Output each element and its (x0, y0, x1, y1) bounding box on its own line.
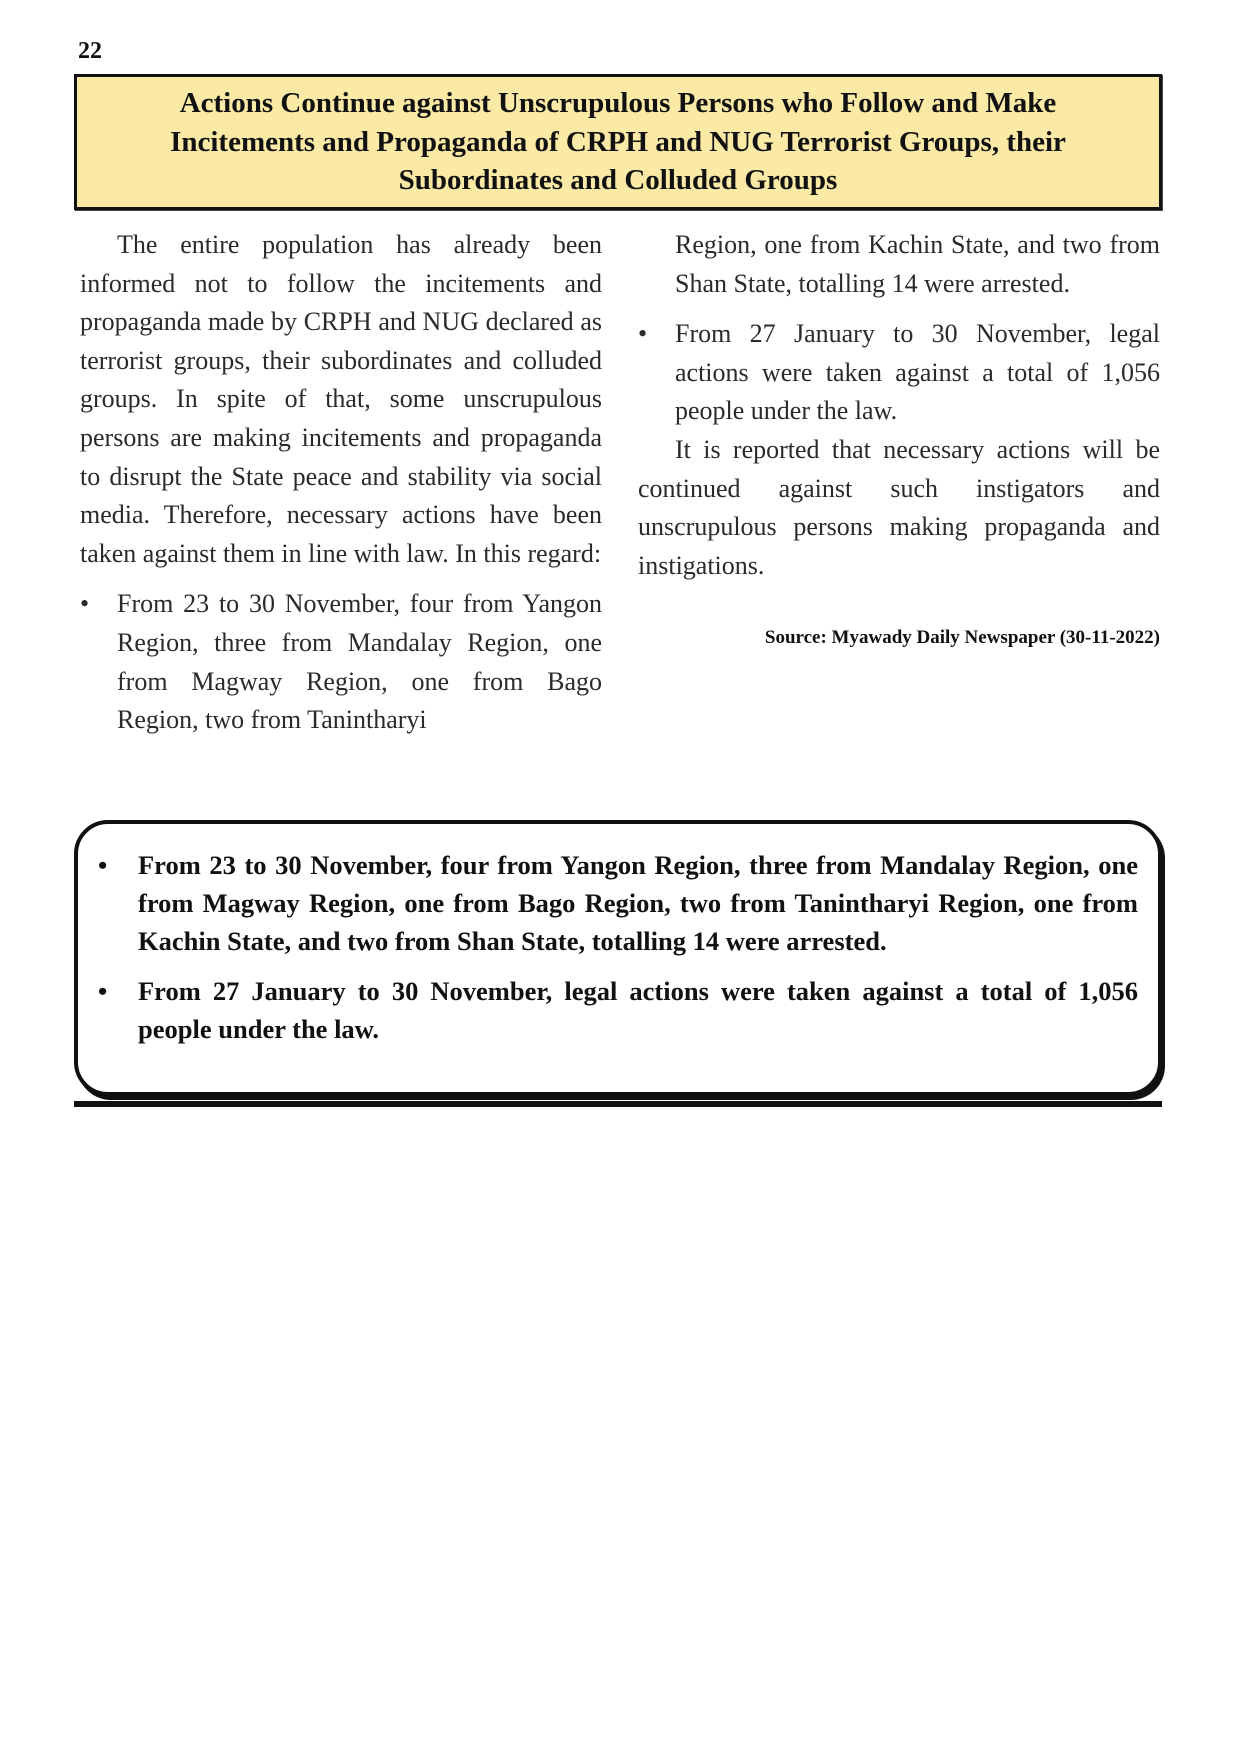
intro-paragraph: The entire population has already been informed not to follow the incitements and propaganda made by CRPH and NUG declared as terrorist groups, their subordinates and colluded groups. In spite of that, some unscrupulous persons are making incitements and propaganda to disrupt the State peace and stability via social media. Therefore, necessary actions have been taken against them in line with law. In this regard: (80, 230, 602, 568)
closing-paragraph: It is reported that necessary actions will be continued against such instigators and unscrupulous persons making propaganda and instigations. (638, 434, 1160, 580)
bullet-text-arrests-continued: Region, one from Kachin State, and two from Shan State, totalling 14 were arrested. (675, 230, 1160, 298)
article-title: Actions Continue against Unscrupulous Persons who Follow and Make Incitements and Propaganda of CRPH and NUG Terrorist Groups, their Subordinates and Colluded Groups (170, 87, 1066, 197)
bullet-icon: • (98, 976, 108, 1006)
bottom-divider (74, 1101, 1162, 1107)
summary-box (74, 820, 1162, 1096)
page-number: 22 (78, 38, 102, 64)
bullet-text-arrests: From 23 to 30 November, four from Yangon Region, three from Mandalay Region, one from Magway Region, one from Bago Region, two from Tanintharyi (117, 589, 602, 735)
bullet-item-arrests (80, 585, 602, 739)
bullet-text-legal-actions: From 27 January to 30 November, legal actions were taken against a total of 1,056 people under the law. (675, 319, 1160, 426)
summary-item-legal-actions (98, 972, 1138, 1048)
bullet-icon: • (80, 589, 90, 619)
article-title-box (74, 74, 1162, 210)
right-column (638, 226, 1160, 651)
left-column (80, 226, 602, 740)
summary-item-arrests (98, 846, 1138, 960)
bullet-item-legal-actions (638, 315, 1160, 431)
bullet-icon: • (638, 319, 648, 349)
summary-text-arrests: From 23 to 30 November, four from Yangon Region, three from Mandalay Region, one from Magway Region, one from Bago Region, two from Tanintharyi Region, one from Kachin State, and two from Shan State, totalling 14 were arrested. (138, 850, 1138, 956)
source-citation: Source: Myawady Daily Newspaper (30-11-2022) (764, 627, 1160, 649)
bullet-icon: • (98, 850, 108, 880)
summary-text-legal-actions: From 27 January to 30 November, legal actions were taken against a total of 1,056 people under the law. (138, 976, 1138, 1044)
